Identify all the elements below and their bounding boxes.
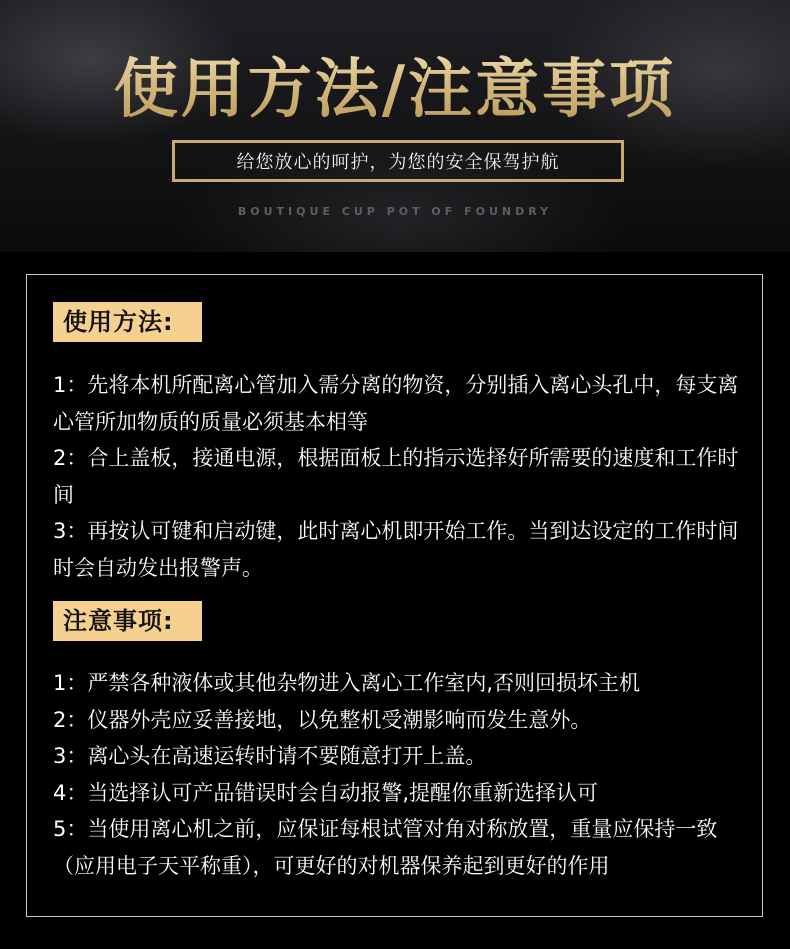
notes-heading: 注意事项: [53,601,202,641]
usage-list [53,367,743,586]
banner-tagline: BOUTIQUE CUP POT OF FOUNDRY [237,205,553,218]
list-item: 2：合上盖板，接通电源，根据面板上的指示选择好所需要的速度和工作时间 [53,446,739,507]
list-item: 1：严禁各种液体或其他杂物进入离心工作室内,否则回损坏主机 [53,671,641,695]
list-item: 3：离心头在高速运转时请不要随意打开上盖。 [53,744,487,768]
list-item: 5：当使用离心机之前，应保证每根试管对角对称放置，重量应保持一致（应用电子天平称重），可更好的对机器保养起到更好的作用 [53,817,718,878]
banner-subtitle: 给您放心的呵护，为您的安全保驾护航 [172,140,624,182]
content-panel [26,274,763,917]
header-banner [0,0,790,252]
list-item: 4：当选择认可产品错误时会自动报警,提醒你重新选择认可 [53,780,599,805]
notes-list [53,665,743,884]
usage-heading: 使用方法: [53,302,202,342]
list-item: 3：再按认可键和启动键，此时离心机即开始工作。当到达设定的工作时间时会自动发出报警声。 [53,519,739,580]
banner-title: 使用方法/注意事项 [0,38,790,130]
list-item: 1：先将本机所配离心管加入需分离的物资，分别插入离心头孔中，每支离心管所加物质的质量必须基本相等 [53,373,739,434]
list-item: 2：仪器外壳应妥善接地，以免整机受潮影响而发生意外。 [53,707,592,732]
